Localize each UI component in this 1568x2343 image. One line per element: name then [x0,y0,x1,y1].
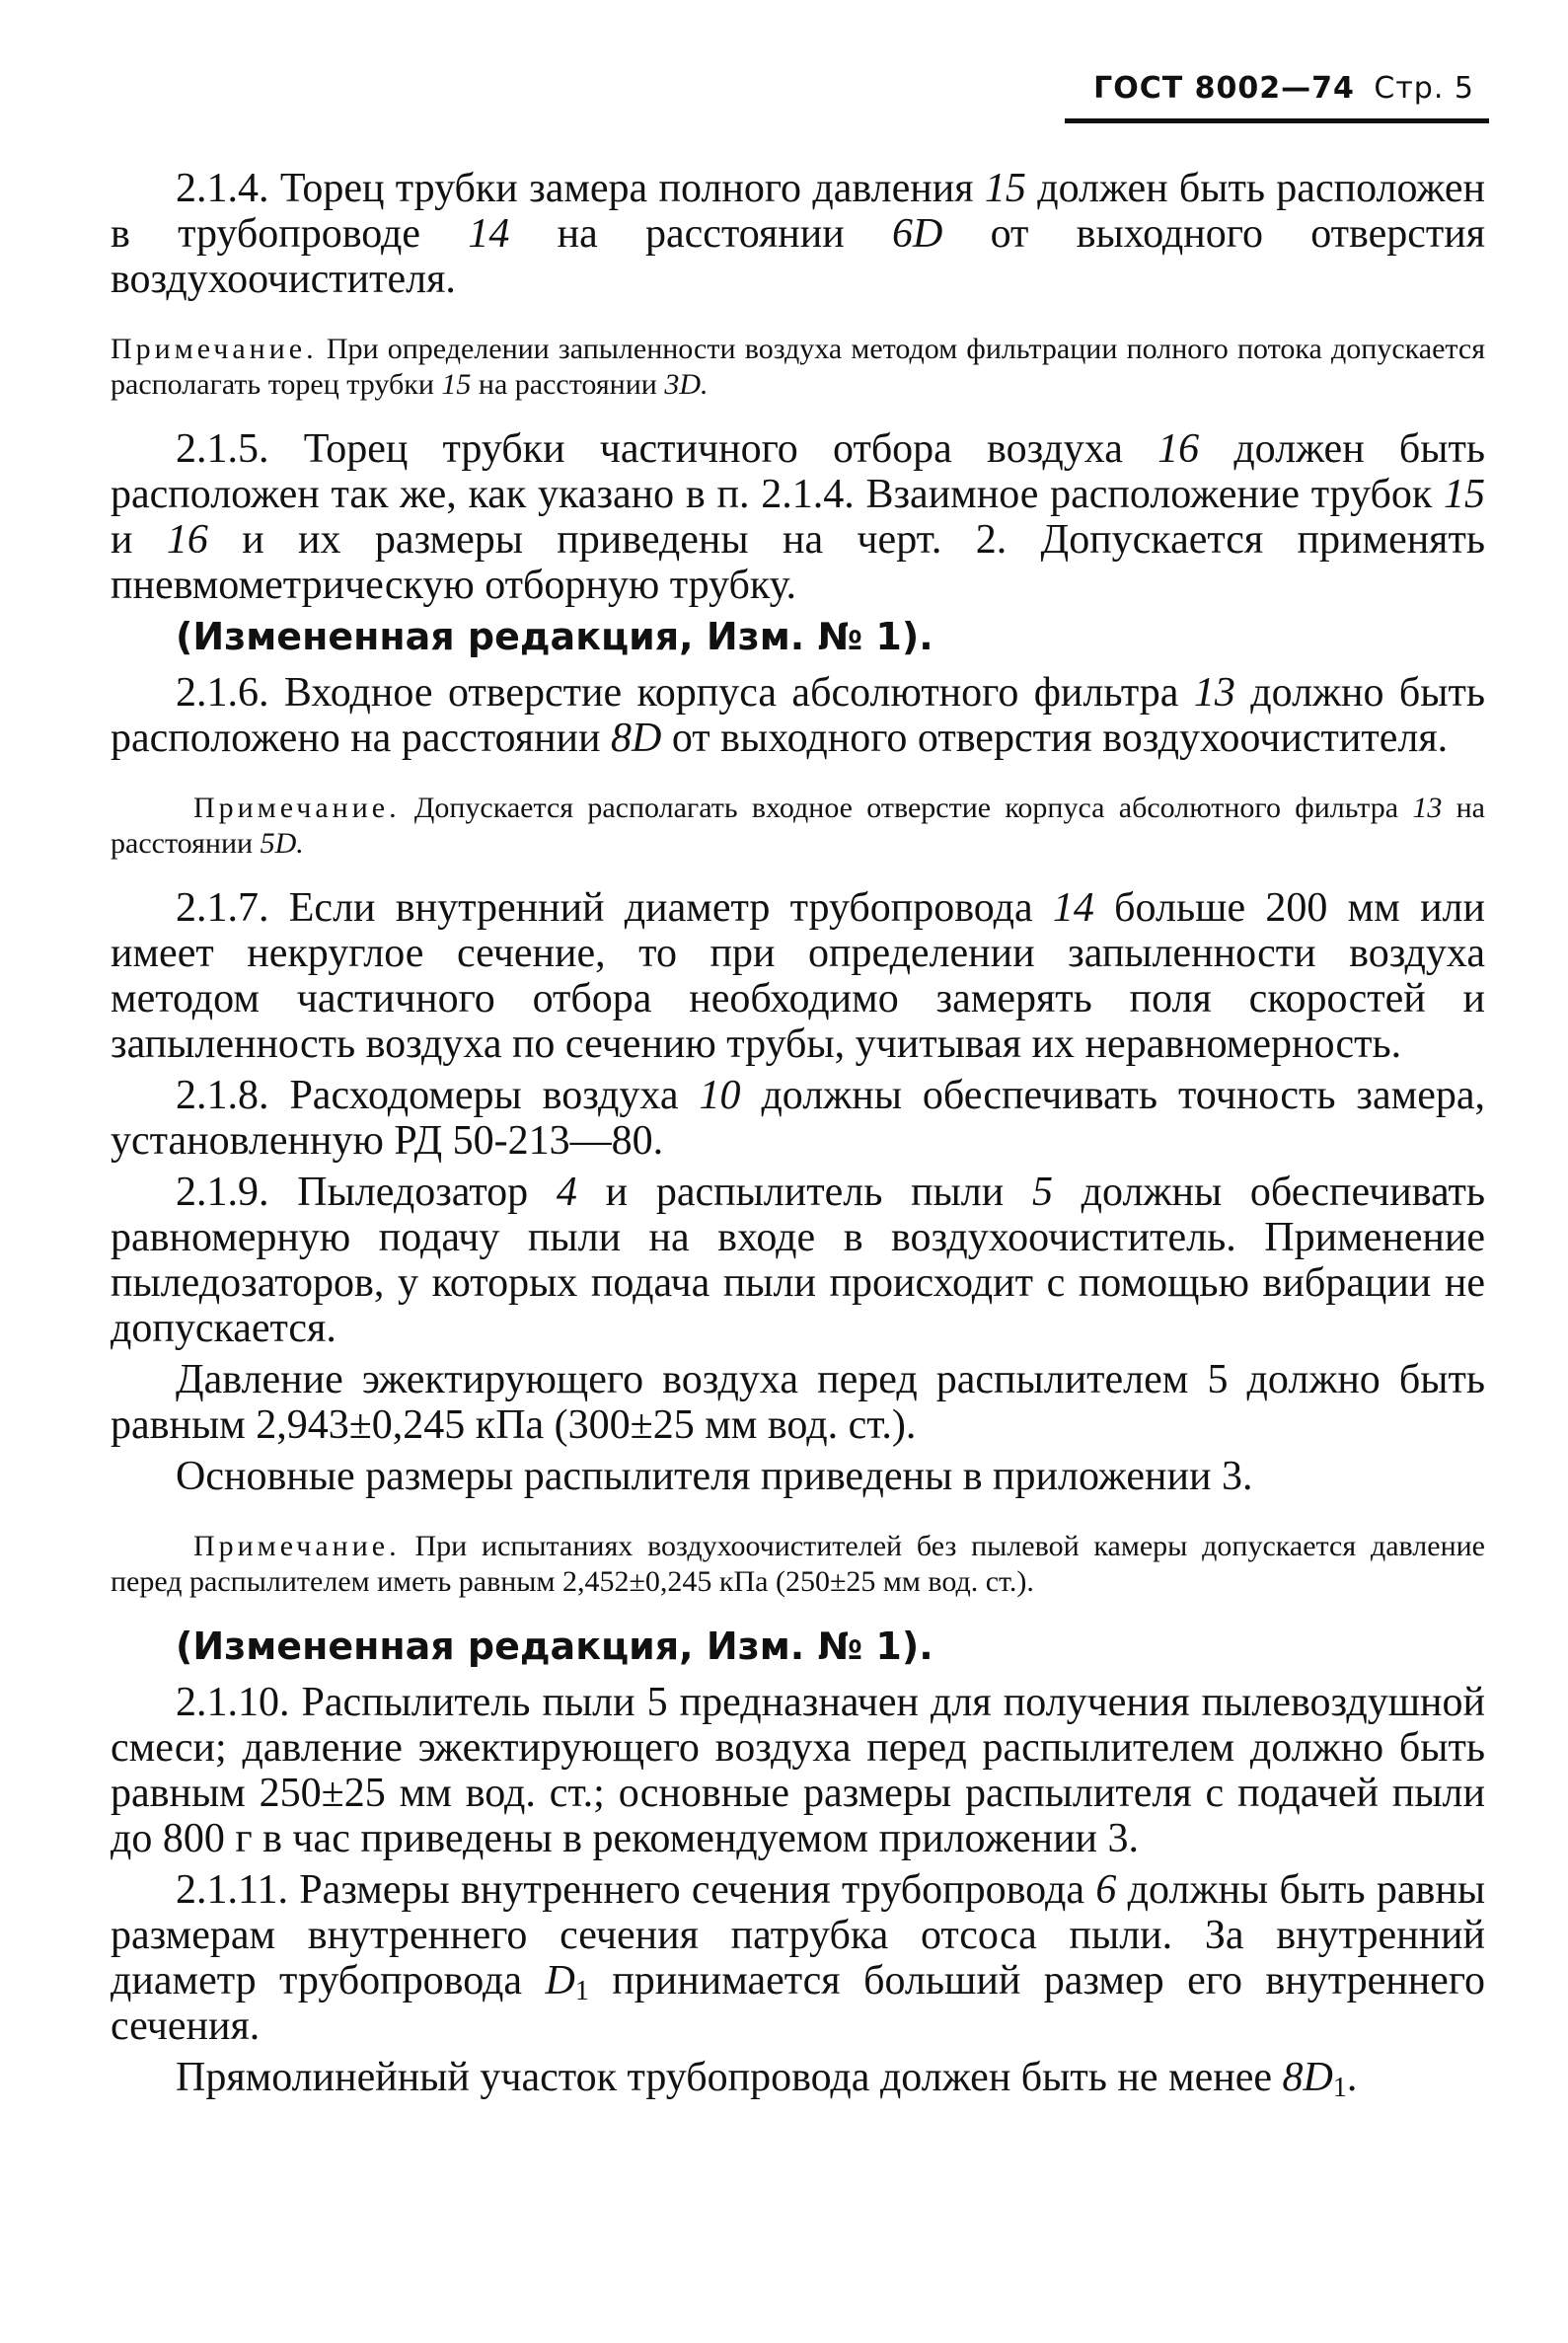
page-header [1093,71,1474,106]
amendment-note-1: (Измененная редакция, Изм. № 1). [176,615,933,658]
clause-2-1-5: 2.1.5. Торец трубки частичного отбора воздуха 16 должен быть расположен так же, как указано в п. 2.1.4. Взаимное расположение трубок 15 и 16 и их размеры приведены на черт. 2. Допускается применять пневмометрическую отборную трубку. [111,426,1486,608]
paragraph-pressure: Давление эжектирующего воздуха перед распылителем 5 должно быть равным 2,943±0,245 кПа (300±25 мм вод. ст.). [111,1357,1485,1448]
amendment-note-2: (Измененная редакция, Изм. № 1). [176,1625,933,1668]
paragraph-straight-section: Прямолинейный участок трубопровода должен быть не менее $8D_1$. [176,2055,1358,2103]
standard-number: ГОСТ 8002—74 [1093,71,1355,106]
paragraph-sizes: Основные размеры распылителя приведены в приложении 3. [176,1454,1253,1499]
clause-2-1-7: 2.1.7. Если внутренний диаметр трубопровода 14 больше 200 мм или имеет некруглое сечение, то при определении запыленности воздуха методом частичного отбора необходимо замерять поля скоростей и запыленность воздуха по сечению трубы, учитывая их неравномерность. [111,885,1485,1067]
clause-2-1-8: 2.1.8. Расходомеры воздуха 10 должны обеспечивать точность замера, установленную РД 50-213—80. [111,1073,1486,1164]
header-rule [1065,118,1489,123]
clause-2-1-9: 2.1.9. Пыледозатор 4 и распылитель пыли 5 должны обеспечивать равномерную подачу пыли на входе в воздухоочиститель. Применение пыледозаторов, у которых подача пыли происходит с помощью вибрации не допускается. [111,1170,1486,1351]
clause-2-1-11: 2.1.11. Размеры внутреннего сечения трубопровода 6 должны быть равны размерам внутреннего сечения патрубка отсоса пыли. За внутренний диаметр трубопровода $D_1$ принимается больший размер его внутреннего сечения. [111,1867,1486,2049]
note-3: Примечание. При испытаниях воздухоочистителей без пылевой камеры допускается давление перед распылителем иметь равным 2,452±0,245 кПа (250±25 мм вод. ст.). [111,1530,1485,1598]
document-body [111,166,1485,2106]
clause-2-1-6: 2.1.6. Входное отверстие корпуса абсолютного фильтра 13 должно быть расположено на расстоянии 8D от выходного отверстия воздухоочистителя. [111,670,1486,761]
note-2: Примечание. Допускается располагать входное отверстие корпуса абсолютного фильтра 13 на расстоянии 5D. [111,792,1485,860]
diameter-symbol: $D_1$ [545,1958,589,2006]
clause-2-1-10: 2.1.10. Распылитель пыли 5 предназначен для получения пылевоздушной смеси; давление эжектирующего воздуха перед распылителем должно быть равным 250±25 мм вод. ст.; основные размеры распылителя с подачей пыли до 800 г в час приведены в рекомендуемом приложении 3. [111,1680,1486,1861]
page-number: Стр. 5 [1374,71,1474,106]
min-length-value: $8D_1$. [1282,2055,1358,2103]
note-1: Примечание. При определении запыленности воздуха методом фильтрации полного потока допускается располагать торец трубки 15 на расстоянии 3D. [111,333,1485,401]
clause-2-1-4: 2.1.4. Торец трубки замера полного давления 15 должен быть расположен в трубопроводе 14 на расстоянии 6D от выходного отверстия воздухоочистителя. [111,166,1486,302]
